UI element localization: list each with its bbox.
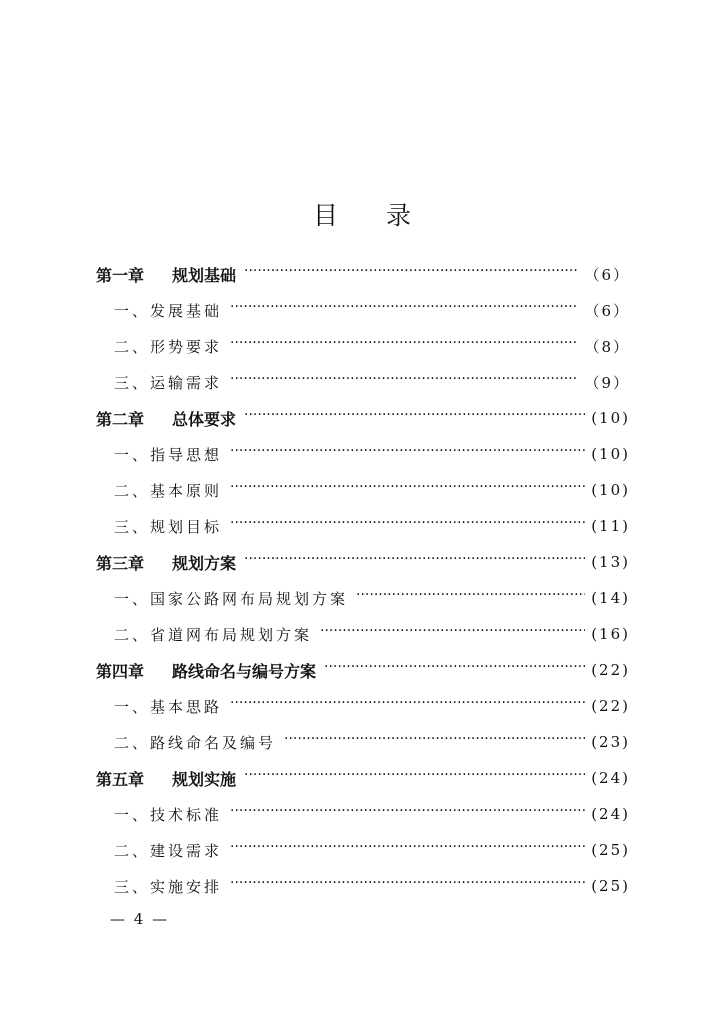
toc-chapter-number: 第五章 bbox=[96, 769, 145, 789]
toc-dot-leader bbox=[320, 626, 585, 642]
toc-entry-label bbox=[114, 624, 320, 645]
toc-page-number: (10) bbox=[591, 481, 630, 499]
toc-dot-leader bbox=[244, 410, 585, 426]
toc-entry-text: 三、运输需求 bbox=[114, 373, 223, 392]
toc-title-char-2: 录 bbox=[386, 201, 412, 230]
toc-section-entry[interactable] bbox=[96, 508, 630, 544]
toc-entry-text: 规划实施 bbox=[172, 769, 237, 789]
toc-section-entry[interactable] bbox=[96, 724, 630, 760]
toc-section-entry[interactable] bbox=[96, 688, 630, 724]
toc-entry-text: 规划基础 bbox=[172, 265, 237, 285]
toc-dot-leader bbox=[244, 770, 585, 786]
toc-dot-leader bbox=[244, 266, 578, 282]
toc-page-number: （9） bbox=[584, 373, 630, 392]
toc-section-entry[interactable] bbox=[96, 292, 630, 328]
toc-dot-leader bbox=[230, 698, 585, 714]
toc-page-number: (22) bbox=[591, 661, 630, 679]
toc-entry-text: 三、实施安排 bbox=[114, 877, 223, 896]
toc-dot-leader bbox=[230, 878, 585, 894]
toc-dot-leader bbox=[356, 590, 585, 606]
toc-page-number: (11) bbox=[591, 517, 630, 535]
toc-dot-leader bbox=[230, 482, 585, 498]
toc-title-char-1: 目 bbox=[312, 201, 338, 230]
toc-dot-leader bbox=[284, 734, 585, 750]
toc-entry-text: 一、指导思想 bbox=[114, 445, 223, 464]
toc-entry-text: 一、基本思路 bbox=[114, 697, 223, 716]
toc-dot-leader bbox=[230, 338, 578, 354]
toc-page-number: (13) bbox=[591, 553, 630, 571]
toc-section-entry[interactable] bbox=[96, 868, 630, 904]
toc-section-entry[interactable] bbox=[96, 436, 630, 472]
toc-entry-label bbox=[114, 588, 356, 609]
toc-entry-text: 规划方案 bbox=[172, 553, 237, 573]
toc-entry-text: 二、建设需求 bbox=[114, 841, 223, 860]
toc-entry-label bbox=[114, 804, 230, 825]
toc-dot-leader bbox=[230, 806, 585, 822]
toc-page-number: (25) bbox=[591, 841, 630, 859]
toc-entry-label bbox=[114, 480, 230, 501]
toc-page-number: (25) bbox=[591, 877, 630, 895]
toc-page-number: （6） bbox=[584, 301, 630, 320]
toc-entry-label bbox=[114, 372, 230, 393]
toc-page-number: (23) bbox=[591, 733, 630, 751]
toc-section-entry[interactable] bbox=[96, 364, 630, 400]
toc-entry-label bbox=[114, 336, 230, 357]
toc-page-number: （8） bbox=[584, 337, 630, 356]
toc-section-entry[interactable] bbox=[96, 472, 630, 508]
toc-page-number: (24) bbox=[591, 769, 630, 787]
toc-entry-label bbox=[96, 407, 244, 430]
toc-dot-leader bbox=[230, 446, 585, 462]
toc-entry-label bbox=[96, 659, 324, 682]
toc-page-number: (14) bbox=[591, 589, 630, 607]
toc-entry-label bbox=[114, 732, 284, 753]
toc-entry-text: 一、发展基础 bbox=[114, 301, 223, 320]
toc-entry-text: 二、形势要求 bbox=[114, 337, 223, 356]
toc-section-entry[interactable] bbox=[96, 616, 630, 652]
toc-title bbox=[0, 196, 724, 232]
toc-chapter-entry[interactable] bbox=[96, 400, 630, 436]
toc-list bbox=[96, 256, 630, 904]
toc-dot-leader bbox=[230, 518, 585, 534]
toc-entry-label bbox=[114, 876, 230, 897]
toc-chapter-entry[interactable] bbox=[96, 760, 630, 796]
toc-entry-text: 总体要求 bbox=[172, 409, 237, 429]
toc-entry-label bbox=[114, 300, 230, 321]
toc-page-number: (22) bbox=[591, 697, 630, 715]
toc-entry-text: 二、省道网布局规划方案 bbox=[114, 625, 313, 644]
toc-dot-leader bbox=[230, 374, 578, 390]
toc-entry-text: 二、基本原则 bbox=[114, 481, 223, 500]
toc-entry-label bbox=[114, 840, 230, 861]
toc-page-number: （6） bbox=[584, 265, 630, 284]
toc-section-entry[interactable] bbox=[96, 580, 630, 616]
toc-page-number: (10) bbox=[591, 445, 630, 463]
toc-chapter-number: 第二章 bbox=[96, 409, 145, 429]
toc-chapter-entry[interactable] bbox=[96, 652, 630, 688]
toc-chapter-number: 第一章 bbox=[96, 265, 145, 285]
footer-page-number: — 4 — bbox=[110, 910, 170, 928]
toc-page-number: (24) bbox=[591, 805, 630, 823]
toc-dot-leader bbox=[230, 302, 578, 318]
toc-chapter-number: 第三章 bbox=[96, 553, 145, 573]
toc-section-entry[interactable] bbox=[96, 832, 630, 868]
toc-chapter-entry[interactable] bbox=[96, 256, 630, 292]
toc-entry-text: 一、国家公路网布局规划方案 bbox=[114, 589, 349, 608]
toc-section-entry[interactable] bbox=[96, 328, 630, 364]
toc-entry-text: 三、规划目标 bbox=[114, 517, 223, 536]
toc-section-entry[interactable] bbox=[96, 796, 630, 832]
toc-entry-label bbox=[114, 696, 230, 717]
toc-chapter-number: 第四章 bbox=[96, 661, 145, 681]
toc-entry-label bbox=[96, 551, 244, 574]
toc-entry-label bbox=[96, 767, 244, 790]
toc-entry-text: 路线命名与编号方案 bbox=[172, 661, 317, 681]
toc-entry-label bbox=[96, 263, 244, 286]
toc-entry-text: 二、路线命名及编号 bbox=[114, 733, 277, 752]
toc-dot-leader bbox=[324, 662, 585, 678]
toc-entry-label bbox=[114, 516, 230, 537]
toc-page-number: (10) bbox=[591, 409, 630, 427]
toc-entry-label bbox=[114, 444, 230, 465]
toc-dot-leader bbox=[244, 554, 585, 570]
toc-page-number: (16) bbox=[591, 625, 630, 643]
toc-dot-leader bbox=[230, 842, 585, 858]
toc-chapter-entry[interactable] bbox=[96, 544, 630, 580]
toc-entry-text: 一、技术标准 bbox=[114, 805, 223, 824]
